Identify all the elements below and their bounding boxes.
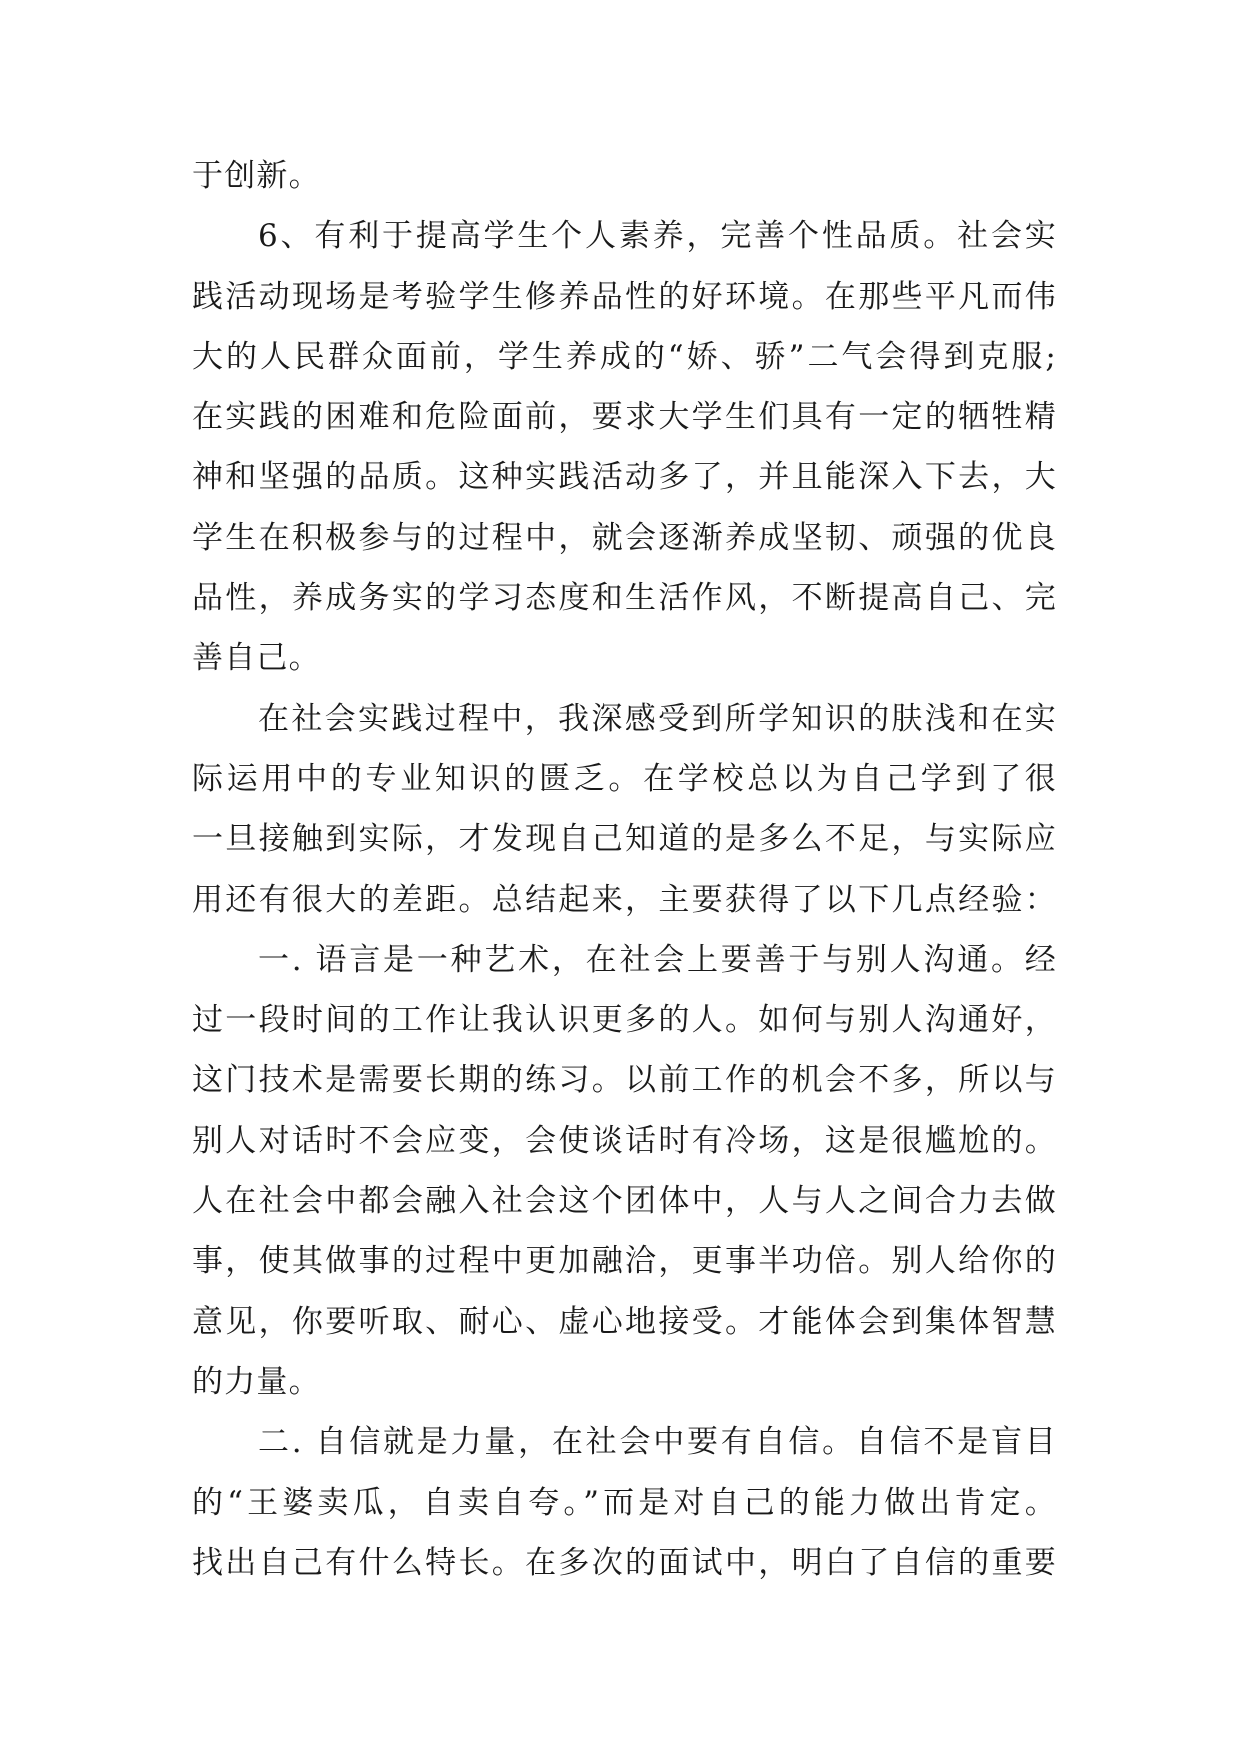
text-line: 于创新。 bbox=[192, 158, 321, 194]
text-line: 二. 自信就是力量，在社会中要有自信。自信不是盲目 bbox=[258, 1424, 1057, 1461]
text-line: 找出自己有什么特长。在多次的面试中，明白了自信的重要 bbox=[192, 1544, 1057, 1581]
text-line: 善自己。 bbox=[192, 640, 321, 677]
text-line: 的“王婆卖瓜，自卖自夸。”而是对自己的能力做出肯定。 bbox=[192, 1484, 1057, 1521]
text-line: 在社会实践过程中，我深感受到所学知识的肤浅和在实 bbox=[258, 700, 1057, 737]
text-line: 事，使其做事的过程中更加融洽，更事半功倍。别人给你的 bbox=[192, 1243, 1057, 1280]
text-line: 学生在积极参与的过程中，就会逐渐养成坚韧、顽强的优良 bbox=[192, 519, 1057, 556]
text-line: 别人对话时不会应变，会使谈话时有冷场，这是很尴尬的。 bbox=[192, 1122, 1057, 1159]
text-line: 践活动现场是考验学生修养品性的好环境。在那些平凡而伟 bbox=[192, 278, 1057, 315]
body-text bbox=[192, 146, 1057, 1593]
text-line: 意见，你要听取、耐心、虚心地接受。才能体会到集体智慧 bbox=[192, 1303, 1057, 1340]
text-line: 一旦接触到实际，才发现自己知道的是多么不足，与实际应 bbox=[192, 821, 1057, 858]
text-line: 6、有利于提高学生个人素养，完善个性品质。社会实 bbox=[258, 218, 1057, 255]
text-line: 用还有很大的差距。总结起来，主要获得了以下几点经验： bbox=[192, 881, 1057, 918]
text-line: 一. 语言是一种艺术，在社会上要善于与别人沟通。经 bbox=[258, 941, 1057, 978]
text-line: 人在社会中都会融入社会这个团体中，人与人之间合力去做 bbox=[192, 1183, 1057, 1220]
text-line: 过一段时间的工作让我认识更多的人。如何与别人沟通好， bbox=[192, 1002, 1057, 1039]
text-line: 的力量。 bbox=[192, 1363, 321, 1400]
text-line: 际运用中的专业知识的匮乏。在学校总以为自己学到了很 bbox=[192, 760, 1057, 797]
text-line: 在实践的困难和危险面前，要求大学生们具有一定的牺牲精 bbox=[192, 399, 1057, 436]
text-line: 品性，养成务实的学习态度和生活作风，不断提高自己、完 bbox=[192, 580, 1057, 617]
text-line: 神和坚强的品质。这种实践活动多了，并且能深入下去，大 bbox=[192, 459, 1057, 496]
text-line: 这门技术是需要长期的练习。以前工作的机会不多，所以与 bbox=[192, 1062, 1057, 1099]
text-line: 大的人民群众面前，学生养成的“娇、骄”二气会得到克服; bbox=[192, 338, 1057, 375]
